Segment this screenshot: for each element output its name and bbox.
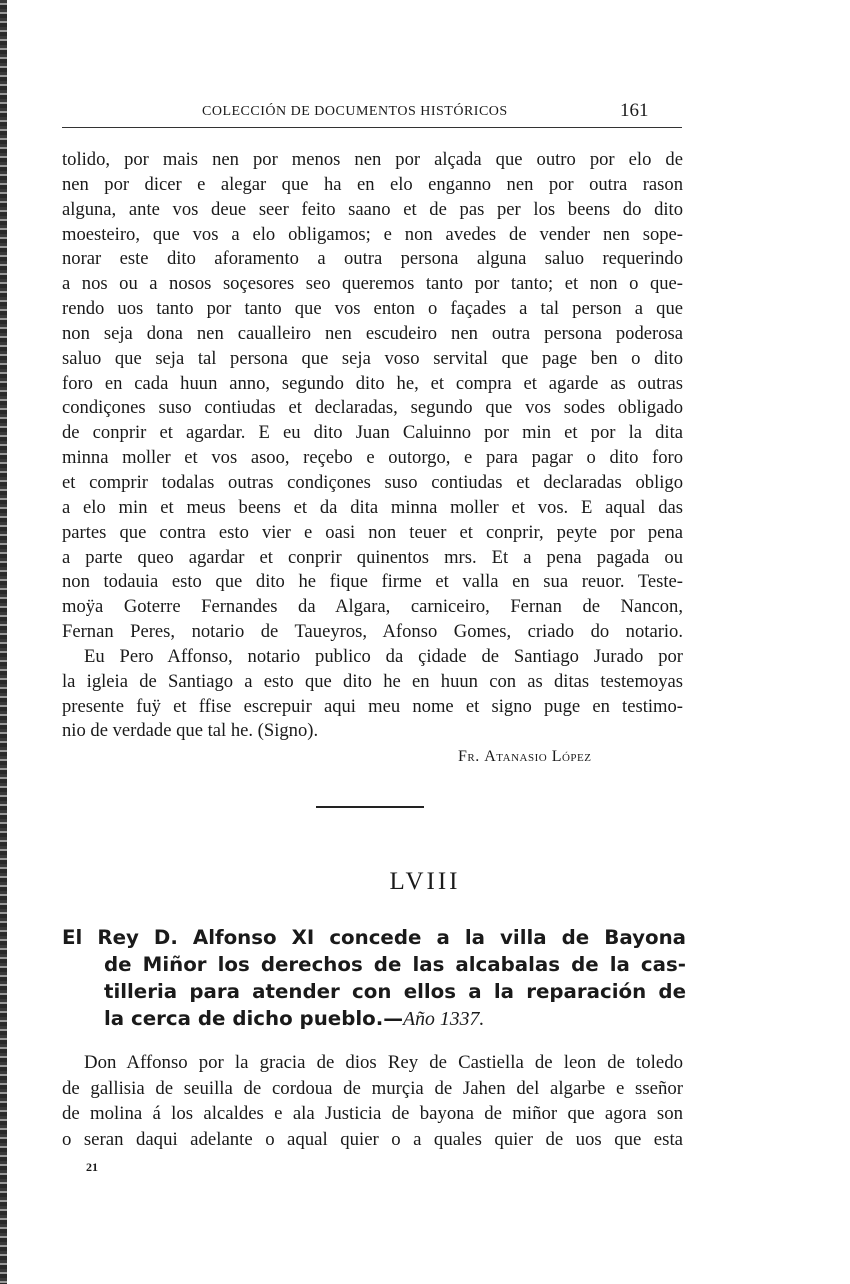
text-line: non todauia esto que dito he fique firme et valla en sua reuor. Teste- [62,571,683,593]
text-line: non seja dona nen caualleiro nen escudeiro nen outra persona poderosa [62,322,683,344]
document-heading [62,924,686,1032]
text-line: a parte queo agardar et conprir quinentos mrs. Et a pena pagada ou [62,546,683,568]
text-line: de molina á los alcaldes e ala Justicia de bayona de miñor que agora son [62,1103,683,1124]
text-line: condiçones suso contiudas et declaradas, segundo que vos sodes obligado [62,397,683,419]
text-line: nio de verdade que tal he. (Signo). [62,720,319,742]
heading-line-final [62,1005,686,1032]
header-rule [62,127,682,128]
heading-line: de Miñor los derechos de las alcabalas de la cas- [104,953,686,976]
signoff-abbr: Fr. [458,748,480,765]
continued-document-text [62,148,683,744]
heading-line: El Rey D. Alfonso XI concede a la villa de Bayona [62,926,686,949]
binding-edge [0,0,7,1284]
text-line: saluo que seja tal persona que seja voso servital que page ben o dito [62,347,683,369]
text-line: nen por dicer e alegar que ha en elo enganno nen por outra rason [62,173,683,195]
running-head [62,100,682,130]
signoff-name: Atanasio López [484,748,592,765]
text-line: et comprir todalas outras condiçones suso contiudas et declaradas obligo [62,471,683,493]
running-head-title: COLECCIÓN DE DOCUMENTOS HISTÓRICOS [202,104,508,119]
text-line: foro en cada huun anno, segundo dito he, et compra et agarde as outras [62,372,683,394]
text-line: partes que contra esto vier e oasi non teuer et conprir, peyte por pena [62,521,683,543]
text-line: o seran daqui adelante o aqual quier o a quales quier de uos que esta [62,1128,683,1150]
text-line: norar este dito aforamento a outra persona alguna saluo requerindo [62,248,683,270]
document-body-text [62,1050,683,1152]
page-number: 161 [620,100,649,121]
text-line: moÿa Goterre Fernandes da Algara, carniceiro, Fernan de Nancon, [62,596,683,618]
text-line: presente fuÿ et ffise escrepuir aqui meu nome et signo puge en testimo- [62,695,683,717]
heading-line: la cerca de dicho pueblo.— [104,1007,404,1030]
text-line: a nos ou a nosos soçesores seo queremos tanto por tanto; et non o que- [62,273,683,295]
text-line: tolido, por mais nen por menos nen por alçada que outro por elo de [62,149,683,170]
text-line: Fernan Peres, notario de Taueyros, Afonso Gomes, criado do notario. [62,621,683,643]
text-line: alguna, ante vos deue seer feito saano et de pas per los beens do dito [62,198,683,220]
text-line: de gallisia de seuilla de cordoua de murçia de Jahen del algarbe e sseñor [62,1077,683,1099]
section-number: LVIII [389,868,461,895]
signature-mark: 21 [86,1160,98,1174]
heading-date: Año 1337. [403,1008,485,1030]
text-line: moesteiro, que vos a elo obligamos; e non avedes de vender nen sope- [62,223,683,245]
section-divider [316,806,424,808]
text-line: a elo min et meus beens et da dita minna moller et vos. E aqual das [62,496,683,518]
text-line: la igleia de Santiago a esto que dito he en huun con as ditas testemoyas [62,670,683,692]
author-signoff [458,748,591,766]
heading-line: tilleria para atender con ellos a la reparación de [104,980,686,1003]
text-line: minna moller et vos asoo, reçebo e outorgo, e para pagar o dito foro [62,447,683,469]
text-line: de conprir et agardar. E eu dito Juan Caluinno por min et por la dita [62,422,683,444]
text-line: Eu Pero Affonso, notario publico da çidade de Santiago Jurado por [84,645,683,667]
text-line: Don Affonso por la gracia de dios Rey de Castiella de leon de toledo [84,1052,683,1073]
text-line: rendo uos tanto por tanto que vos enton o façades a tal person a que [62,298,683,320]
